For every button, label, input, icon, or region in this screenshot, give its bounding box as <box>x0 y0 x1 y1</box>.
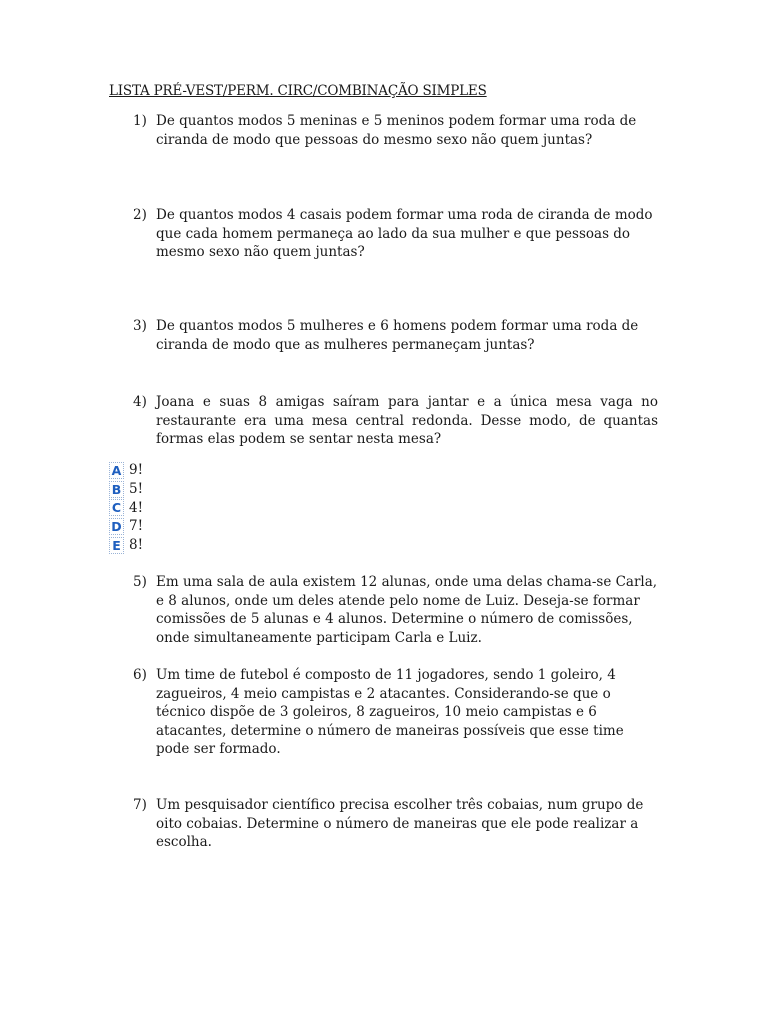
option-value: 5! <box>129 480 144 497</box>
question-number: 4) <box>133 394 147 410</box>
question-text: Joana e suas 8 amigas saíram para jantar e a única mesa vaga no restaurante era uma mesa central redonda. Desse modo, de quantas formas elas podem se sentar nesta mesa? <box>156 394 658 447</box>
question-5 <box>133 573 658 647</box>
option-letter[interactable]: D <box>109 518 124 535</box>
question-number: 2) <box>133 207 147 223</box>
question-number: 7) <box>133 797 147 813</box>
option-letter[interactable]: B <box>109 481 124 498</box>
question-number: 1) <box>133 113 147 129</box>
page-title: LISTA PRÉ-VEST/PERM. CIRC/COMBINAÇÃO SIMPLES <box>109 83 487 99</box>
question-text: Um pesquisador científico precisa escolher três cobaias, num grupo de oito cobaias. Determine o número de maneiras que ele pode realizar a escolha. <box>156 797 644 850</box>
option-value: 9! <box>129 462 144 478</box>
question-7 <box>133 796 658 852</box>
question-text: Um time de futebol é composto de 11 jogadores, sendo 1 goleiro, 4 zagueiros, 4 meio campistas e 2 atacantes. Considerando-se que o técnico dispõe de 3 goleiros, 8 zagueiros, 10 meio campistas e 6 atacantes, determine o número de maneiras possíveis que esse time pode ser formado. <box>156 667 624 757</box>
question-number: 5) <box>133 574 147 590</box>
question-number: 6) <box>133 667 147 683</box>
question-6 <box>133 666 658 759</box>
question-text: Em uma sala de aula existem 12 alunas, onde uma delas chama-se Carla, e 8 alunos, onde um deles atende pelo nome de Luiz. Deseja-se formar comissões de 5 alunas e 4 alunos. Determine o número de comissões, onde simultaneamente participam Carla e Luiz. <box>156 574 658 646</box>
option-letter[interactable]: A <box>109 462 124 479</box>
question-number: 3) <box>133 318 147 334</box>
option-letter[interactable]: E <box>109 537 124 554</box>
question-text: De quantos modos 4 casais podem formar uma roda de ciranda de modo que cada homem permaneça ao lado da sua mulher e que pessoas do mesmo sexo não quem juntas? <box>156 207 653 260</box>
option-c[interactable] <box>109 499 143 518</box>
question-2 <box>133 206 658 262</box>
question-text: De quantos modos 5 mulheres e 6 homens podem formar uma roda de ciranda de modo que as mulheres permaneçam juntas? <box>156 318 639 353</box>
option-b[interactable] <box>109 480 143 499</box>
question-1 <box>133 112 658 149</box>
option-e[interactable] <box>109 536 143 555</box>
option-value: 8! <box>129 537 144 554</box>
question-4 <box>133 393 658 449</box>
option-value: 4! <box>129 499 144 516</box>
answer-options <box>109 461 143 555</box>
option-value: 7! <box>129 518 144 535</box>
question-3 <box>133 317 658 354</box>
option-d[interactable] <box>109 517 143 536</box>
option-a[interactable] <box>109 461 143 480</box>
question-text: De quantos modos 5 meninas e 5 meninos podem formar uma roda de ciranda de modo que pessoas do mesmo sexo não quem juntas? <box>156 113 637 148</box>
option-letter[interactable]: C <box>109 499 124 516</box>
